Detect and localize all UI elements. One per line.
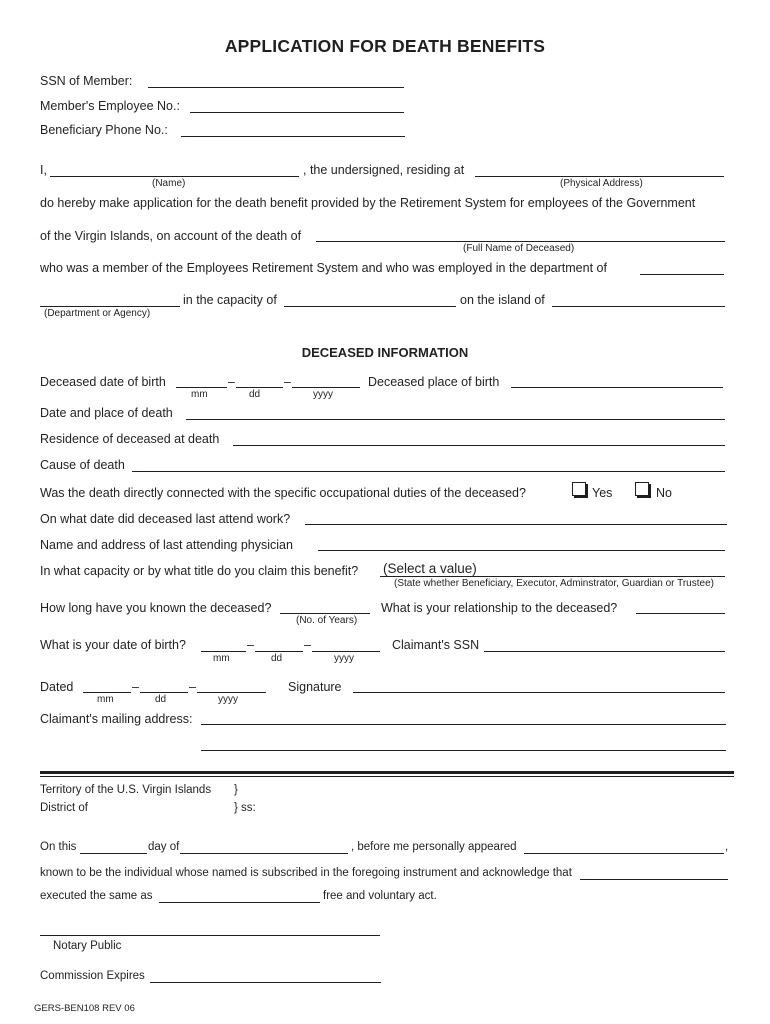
dated-dash2: – <box>189 680 196 694</box>
deceased-dob-dd-caption: dd <box>249 389 261 400</box>
occupational-question: Was the death directly connected with the specific occupational duties of the deceased? <box>40 486 526 500</box>
how-long-label: How long have you known the deceased? <box>40 601 272 615</box>
deceased-dob-label: Deceased date of birth <box>40 375 166 389</box>
phone-label: Beneficiary Phone No.: <box>40 123 168 137</box>
on-this-field[interactable] <box>80 853 147 854</box>
capacity-caption: (State whether Beneficiary, Executor, Adminstrator, Guardian or Trustee) <box>394 578 714 589</box>
capacity-question: In what capacity or by what title do you claim this benefit? <box>40 564 359 578</box>
last-attend-label: On what date did deceased last attend work? <box>40 512 291 526</box>
your-dob-yyyy-caption: yyyy <box>334 653 354 664</box>
commission-field[interactable] <box>150 982 381 983</box>
no-label: No <box>656 486 672 500</box>
address-caption: (Physical Address) <box>560 178 643 189</box>
undersigned-text: , the undersigned, residing at <box>303 163 465 177</box>
day-of-field[interactable] <box>180 853 348 854</box>
commission-label: Commission Expires <box>40 970 145 982</box>
declaration-i: I, <box>40 163 47 177</box>
dated-mm-caption: mm <box>97 694 114 705</box>
dated-mm[interactable] <box>83 692 131 693</box>
virgin-islands-text: of the Virgin Islands, on account of the death of <box>40 229 302 243</box>
name-caption: (Name) <box>152 178 186 189</box>
no-checkbox[interactable] <box>635 482 649 496</box>
executed-label: executed the same as <box>40 890 153 902</box>
dated-label: Dated <box>40 680 74 694</box>
dated-dash1: – <box>132 680 139 694</box>
island-field[interactable] <box>552 306 725 307</box>
department-caption: (Department or Agency) <box>44 308 151 319</box>
mailing-field-1[interactable] <box>201 724 726 725</box>
section-divider-thin <box>40 776 734 777</box>
island-text: on the island of <box>460 293 545 307</box>
cause-label: Cause of death <box>40 458 125 472</box>
deceased-dob-dash2: – <box>284 375 291 389</box>
deceased-dob-yyyy-caption: yyyy <box>313 389 333 400</box>
section-divider-thick <box>40 771 734 774</box>
name-field[interactable] <box>50 176 299 177</box>
member-text: who was a member of the Employees Retirement System and who was employed in the department of <box>40 261 607 275</box>
years-caption: (No. of Years) <box>296 615 358 626</box>
notary-public-label: Notary Public <box>53 940 122 952</box>
appeared-comma: , <box>725 841 729 853</box>
claimant-ssn-label: Claimant's SSN <box>392 638 480 652</box>
claimant-ssn-field[interactable] <box>484 651 725 652</box>
place-of-birth-label: Deceased place of birth <box>368 375 500 389</box>
mailing-field-2[interactable] <box>201 750 726 751</box>
form-code: GERS-BEN108 REV 06 <box>34 1003 135 1014</box>
last-attend-field[interactable] <box>305 524 727 525</box>
territory-label: Territory of the U.S. Virgin Islands <box>40 784 212 796</box>
deceased-heading: DECEASED INFORMATION <box>301 345 469 360</box>
deceased-dob-yyyy[interactable] <box>292 387 360 388</box>
how-long-field[interactable] <box>280 613 370 614</box>
address-field[interactable] <box>475 176 724 177</box>
acknowledge-field[interactable] <box>580 879 728 880</box>
relationship-field[interactable] <box>636 613 725 614</box>
place-of-birth-field[interactable] <box>511 387 723 388</box>
date-place-death-label: Date and place of death <box>40 406 173 420</box>
dated-dd-caption: dd <box>155 694 167 705</box>
capacity-select[interactable]: (Select a value) <box>383 561 477 576</box>
application-text: do hereby make application for the death benefit provided by the Retirement System for employees of the Government <box>40 196 696 210</box>
known-text: known to be the individual whose named is subscribed in the foregoing instrument and acknowledge that <box>40 867 572 879</box>
deceased-dob-dash1: – <box>228 375 235 389</box>
deceased-name-field[interactable] <box>316 241 725 242</box>
department-field-end[interactable] <box>640 274 724 275</box>
phone-field[interactable] <box>181 136 405 137</box>
day-of-label: day of <box>148 841 180 853</box>
territory-brace: } <box>234 784 238 796</box>
relationship-label: What is your relationship to the deceased? <box>381 601 618 615</box>
your-dob-dd-caption: dd <box>271 653 283 664</box>
yes-label: Yes <box>592 486 613 500</box>
residence-label: Residence of deceased at death <box>40 432 220 446</box>
on-this-label: On this <box>40 841 77 853</box>
employee-no-field[interactable] <box>190 112 404 113</box>
signature-label: Signature <box>288 680 342 694</box>
capacity-select-line <box>380 576 725 577</box>
your-dob-mm[interactable] <box>201 651 246 652</box>
your-dob-yyyy[interactable] <box>312 651 380 652</box>
signature-field[interactable] <box>353 692 725 693</box>
department-field[interactable] <box>40 306 180 307</box>
deceased-caption: (Full Name of Deceased) <box>463 243 575 254</box>
residence-field[interactable] <box>233 445 725 446</box>
employee-no-label: Member's Employee No.: <box>40 99 180 113</box>
your-dob-mm-caption: mm <box>213 653 230 664</box>
dated-yyyy[interactable] <box>197 692 266 693</box>
free-act-text: free and voluntary act. <box>323 890 437 902</box>
executed-field[interactable] <box>159 902 320 903</box>
cause-field[interactable] <box>132 471 725 472</box>
appeared-field[interactable] <box>524 853 724 854</box>
form-title: APPLICATION FOR DEATH BENEFITS <box>224 36 546 56</box>
mailing-label: Claimant's mailing address: <box>40 712 193 726</box>
date-place-death-field[interactable] <box>186 419 725 420</box>
notary-signature-line[interactable] <box>40 935 380 936</box>
capacity-field[interactable] <box>284 306 456 307</box>
district-label: District of <box>40 802 88 814</box>
your-dob-dd[interactable] <box>255 651 303 652</box>
deceased-dob-dd[interactable] <box>236 387 283 388</box>
dated-yyyy-caption: yyyy <box>218 694 238 705</box>
ssn-label: SSN of Member: <box>40 74 133 88</box>
physician-field[interactable] <box>318 550 725 551</box>
physician-label: Name and address of last attending physician <box>40 538 293 552</box>
ssn-field[interactable] <box>148 87 404 88</box>
capacity-text: in the capacity of <box>183 293 277 307</box>
yes-checkbox[interactable] <box>572 482 586 496</box>
your-dob-dash2: – <box>304 638 311 652</box>
your-dob-label: What is your date of birth? <box>40 638 186 652</box>
your-dob-dash1: – <box>247 638 254 652</box>
before-me-label: , before me personally appeared <box>351 841 517 853</box>
dated-dd[interactable] <box>140 692 188 693</box>
deceased-dob-mm[interactable] <box>176 387 227 388</box>
district-brace: } ss: <box>234 802 256 814</box>
deceased-dob-mm-caption: mm <box>191 389 208 400</box>
